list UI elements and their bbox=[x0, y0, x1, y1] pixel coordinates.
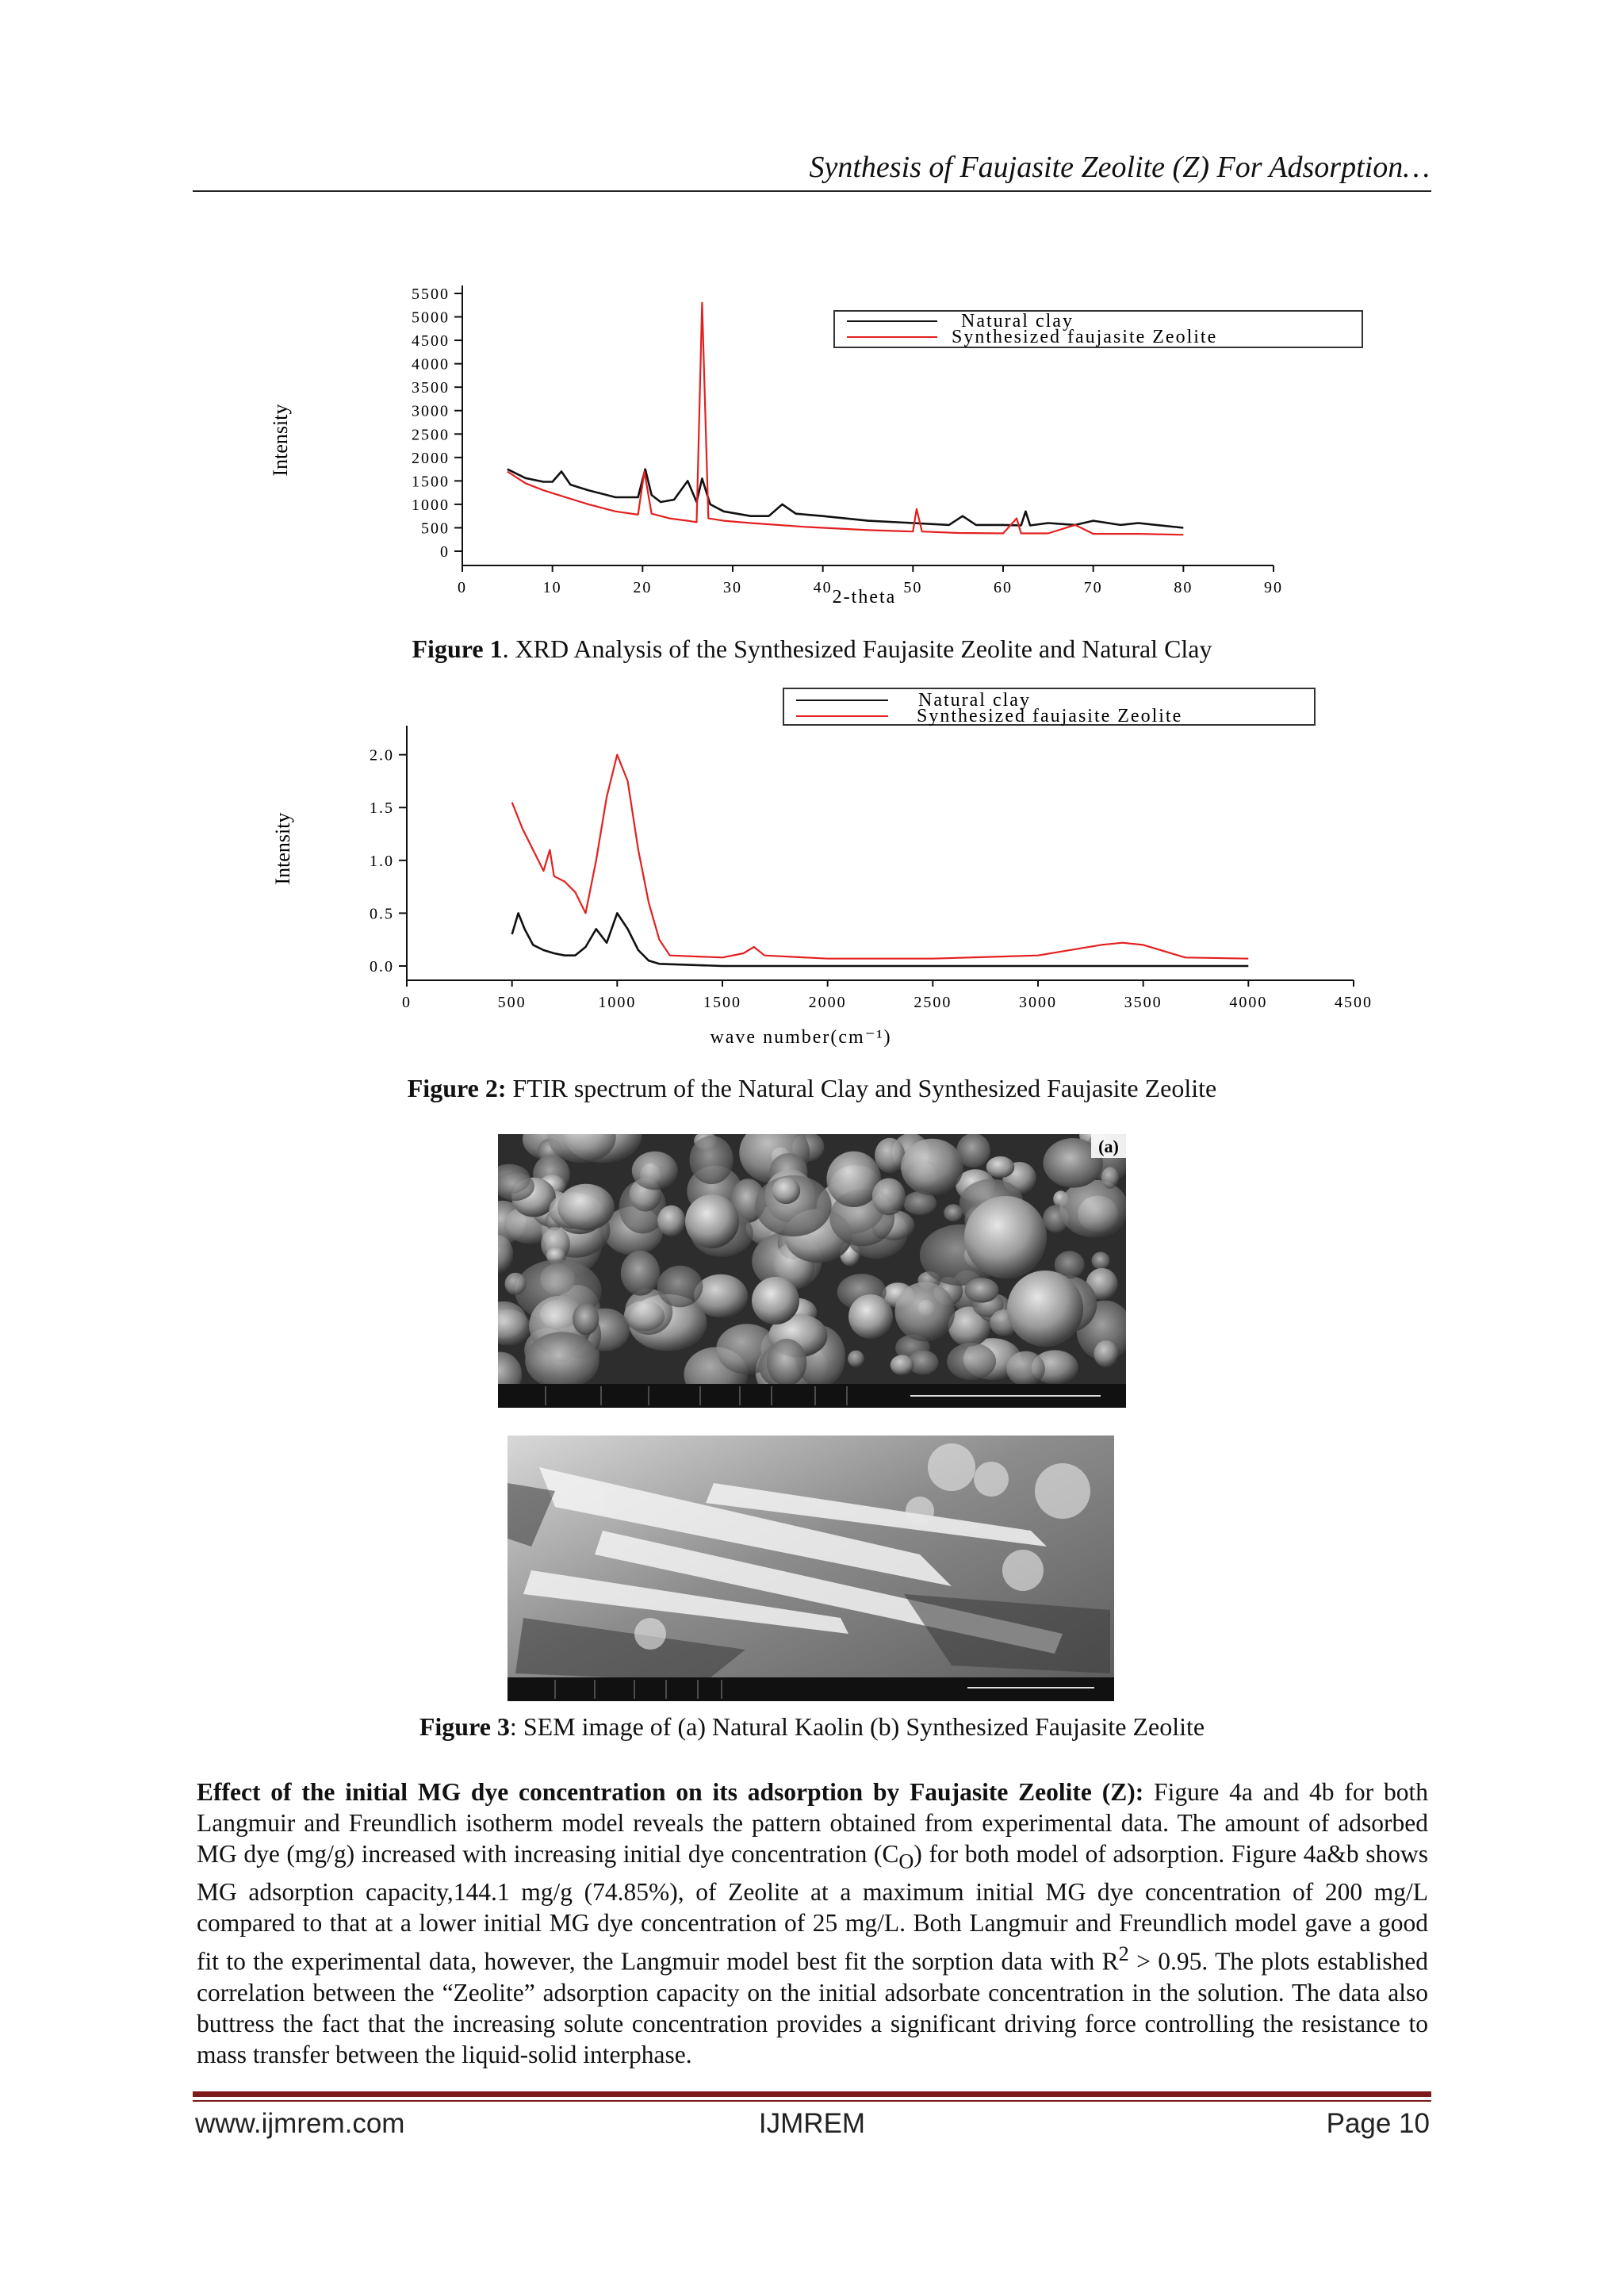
footer-journal: IJMREM bbox=[758, 2108, 866, 2139]
footer-website: www.ijmrem.com bbox=[195, 2108, 405, 2139]
xrd-chart bbox=[254, 274, 1364, 615]
ftir-series-line-zeolite bbox=[512, 755, 1249, 959]
xrd-y-tick-label: 500 bbox=[421, 519, 450, 538]
ftir-x-tick-label: 3000 bbox=[1019, 994, 1057, 1011]
paragraph-text-1: Figure 4a and 4b for both Langmuir and Freundlich isotherm model reveals the pattern obtained from experimental data. The amount of adsorbed MG dye (mg/g) increased with increasing initial dye concentration (C bbox=[197, 1778, 1428, 1868]
footer-rule bbox=[193, 2091, 1431, 2097]
xrd-legend bbox=[834, 311, 1362, 347]
sem-a-particle bbox=[1059, 1180, 1126, 1238]
paragraph-text-2: ) for both model of adsorption. Figure 4a&b shows MG adsorption capacity,144.1 mg/g (74.85%), of Zeolite at a maximum initial MG dye concentration of 200 mg/L compared to that at a lower initial MG dye concentration of 25 mg/L. Both Langmuir and Freundlich model gave a good fit to the experimental data, however, the Langmuir model best fit the sorption data with R bbox=[197, 1840, 1429, 1976]
xrd-x-tick-label: 40 bbox=[813, 579, 833, 596]
running-title: Synthesis of Faujasite Zeolite (Z) For Adsorption… bbox=[809, 151, 1430, 184]
paragraph-text-3: > 0.95. The plots established correlation between the “Zeolite” adsorption capacity on the initial adsorbate concentration in the solution. The data also buttress the fact that the increasing solute concentration provides a significant driving force controlling the resistance to mass transfer between the liquid-solid interphase. bbox=[197, 1947, 1428, 2068]
xrd-x-tick-label: 20 bbox=[633, 579, 653, 596]
xrd-y-tick-label: 3000 bbox=[412, 402, 450, 420]
sem-a-particle bbox=[848, 1351, 864, 1367]
figure-1-caption-text: . XRD Analysis of the Synthesized Faujasite Zeolite and Natural Clay bbox=[502, 634, 1212, 663]
sem-a-particle bbox=[901, 1139, 963, 1195]
sem-a-particle bbox=[1101, 1167, 1119, 1188]
sem-a-sphere bbox=[752, 1277, 799, 1324]
xrd-x-tick-label: 80 bbox=[1174, 579, 1193, 596]
xrd-x-tick-label: 90 bbox=[1264, 579, 1283, 596]
sem-a-particle bbox=[505, 1273, 527, 1295]
sem-a-sphere bbox=[964, 1196, 1047, 1278]
sem-a-particle bbox=[767, 1339, 806, 1386]
sem-a-particle bbox=[1092, 1251, 1110, 1269]
xrd-legend-natural-clay: Natural clay bbox=[961, 311, 1074, 332]
xrd-y-tick-label: 1500 bbox=[412, 473, 450, 491]
xrd-y-tick-label: 2500 bbox=[412, 426, 450, 444]
xrd-y-tick-label: 4000 bbox=[412, 355, 450, 374]
sem-a-particle bbox=[690, 1136, 733, 1184]
ftir-y-axis-label: Intensity bbox=[271, 812, 294, 885]
sem-a-particle bbox=[557, 1184, 615, 1231]
figure-3-caption bbox=[193, 1711, 1431, 1742]
xrd-y-tick-label: 2000 bbox=[412, 449, 450, 467]
xrd-y-tick-label: 4500 bbox=[412, 332, 450, 351]
sem-panel-a-label: (a) bbox=[1098, 1137, 1119, 1156]
xrd-legend-zeolite: Synthesized faujasite Zeolite bbox=[952, 327, 1218, 347]
footer-rule-thin bbox=[193, 2100, 1431, 2102]
ftir-x-tick-label: 2000 bbox=[808, 994, 847, 1011]
ftir-legend-natural-clay: Natural clay bbox=[918, 690, 1031, 711]
sem-a-particle bbox=[872, 1179, 906, 1216]
sem-a-particle bbox=[1094, 1340, 1119, 1367]
ftir-x-axis-label: wave number(cm⁻¹) bbox=[710, 1027, 892, 1048]
xrd-y-axis-label: Intensity bbox=[269, 404, 292, 477]
xrd-x-tick-label: 60 bbox=[994, 579, 1013, 596]
sem-a-particle bbox=[964, 1278, 998, 1302]
footer-page-number: Page 10 bbox=[1326, 2108, 1430, 2139]
ftir-x-tick-label: 2500 bbox=[914, 994, 952, 1011]
ftir-x-tick-label: 3500 bbox=[1124, 994, 1162, 1011]
paragraph-superscript-2: 2 bbox=[1118, 1942, 1129, 1966]
sem-a-particle bbox=[986, 1156, 1015, 1178]
sem-a-sphere bbox=[1007, 1271, 1083, 1347]
ftir-y-tick-label: 1.0 bbox=[370, 852, 394, 870]
figure-1-caption bbox=[193, 633, 1431, 665]
sem-a-particle bbox=[875, 1138, 905, 1173]
figure-1-label: Figure 1 bbox=[412, 634, 503, 663]
xrd-x-tick-label: 0 bbox=[458, 579, 467, 596]
sem-a-particle bbox=[573, 1303, 599, 1336]
ftir-y-tick-label: 0.5 bbox=[370, 905, 394, 923]
ftir-y-tick-label: 0.0 bbox=[370, 958, 394, 976]
xrd-x-tick-label: 10 bbox=[542, 579, 562, 596]
ftir-y-tick-label: 2.0 bbox=[370, 746, 394, 765]
figure-2-caption bbox=[193, 1072, 1431, 1104]
sem-a-particle bbox=[947, 1343, 996, 1380]
sem-image-natural-kaolin bbox=[498, 1134, 1126, 1408]
sem-image-synthesized-zeolite bbox=[508, 1435, 1114, 1701]
ftir-legend bbox=[783, 688, 1315, 726]
section-heading: Effect of the initial MG dye concentration on its adsorption by Faujasite Zeolite (Z): bbox=[197, 1778, 1144, 1806]
ftir-x-tick-label: 1000 bbox=[598, 994, 637, 1011]
ftir-legend-zeolite: Synthesized faujasite Zeolite bbox=[917, 706, 1183, 726]
xrd-x-axis-label: 2-theta bbox=[832, 587, 897, 608]
ftir-x-tick-label: 500 bbox=[497, 994, 527, 1011]
sem-a-sphere bbox=[685, 1194, 739, 1248]
xrd-y-tick-label: 1000 bbox=[412, 496, 450, 514]
sem-a-sphere bbox=[848, 1294, 893, 1339]
ftir-axes bbox=[370, 726, 1373, 1011]
xrd-y-tick-label: 3500 bbox=[412, 379, 450, 397]
sem-a-particle bbox=[632, 1152, 678, 1190]
sem-a-particle bbox=[1006, 1351, 1045, 1386]
ftir-x-tick-label: 1500 bbox=[703, 994, 741, 1011]
section-paragraph bbox=[197, 1777, 1428, 2070]
xrd-x-tick-label: 50 bbox=[903, 579, 923, 596]
sem-a-particle bbox=[657, 1205, 685, 1236]
figure-3-label: Figure 3 bbox=[419, 1712, 510, 1741]
xrd-x-tick-label: 70 bbox=[1083, 579, 1103, 596]
ftir-y-tick-label: 1.5 bbox=[370, 799, 394, 818]
figure-2-label: Figure 2: bbox=[407, 1074, 507, 1102]
xrd-y-tick-label: 5500 bbox=[412, 286, 450, 303]
sem-a-particle bbox=[657, 1266, 703, 1308]
sem-a-particle bbox=[944, 1204, 963, 1221]
figure-3-caption-text: : SEM image of (a) Natural Kaolin (b) Synthesized Faujasite Zeolite bbox=[509, 1712, 1205, 1741]
sem-a-particle bbox=[525, 1332, 599, 1389]
ftir-series bbox=[512, 755, 1249, 966]
sem-a-particle bbox=[895, 1282, 956, 1341]
sem-a-particle bbox=[772, 1178, 800, 1205]
header-rule bbox=[193, 190, 1431, 192]
ftir-x-tick-label: 4500 bbox=[1335, 994, 1373, 1011]
xrd-y-tick-label: 0 bbox=[440, 543, 450, 561]
xrd-series-line-natural-clay bbox=[508, 470, 1184, 528]
ftir-x-tick-label: 4000 bbox=[1229, 994, 1268, 1011]
sem-a-particle bbox=[621, 1251, 660, 1296]
xrd-y-tick-label: 5000 bbox=[412, 309, 450, 327]
figure-2-caption-text: FTIR spectrum of the Natural Clay and Synthesized Faujasite Zeolite bbox=[506, 1074, 1217, 1102]
paragraph-subscript-o: O bbox=[898, 1849, 914, 1873]
sem-a-particle bbox=[891, 1355, 914, 1374]
ftir-x-tick-label: 0 bbox=[402, 994, 412, 1011]
ftir-chart bbox=[254, 682, 1380, 1055]
xrd-x-tick-label: 30 bbox=[723, 579, 742, 596]
